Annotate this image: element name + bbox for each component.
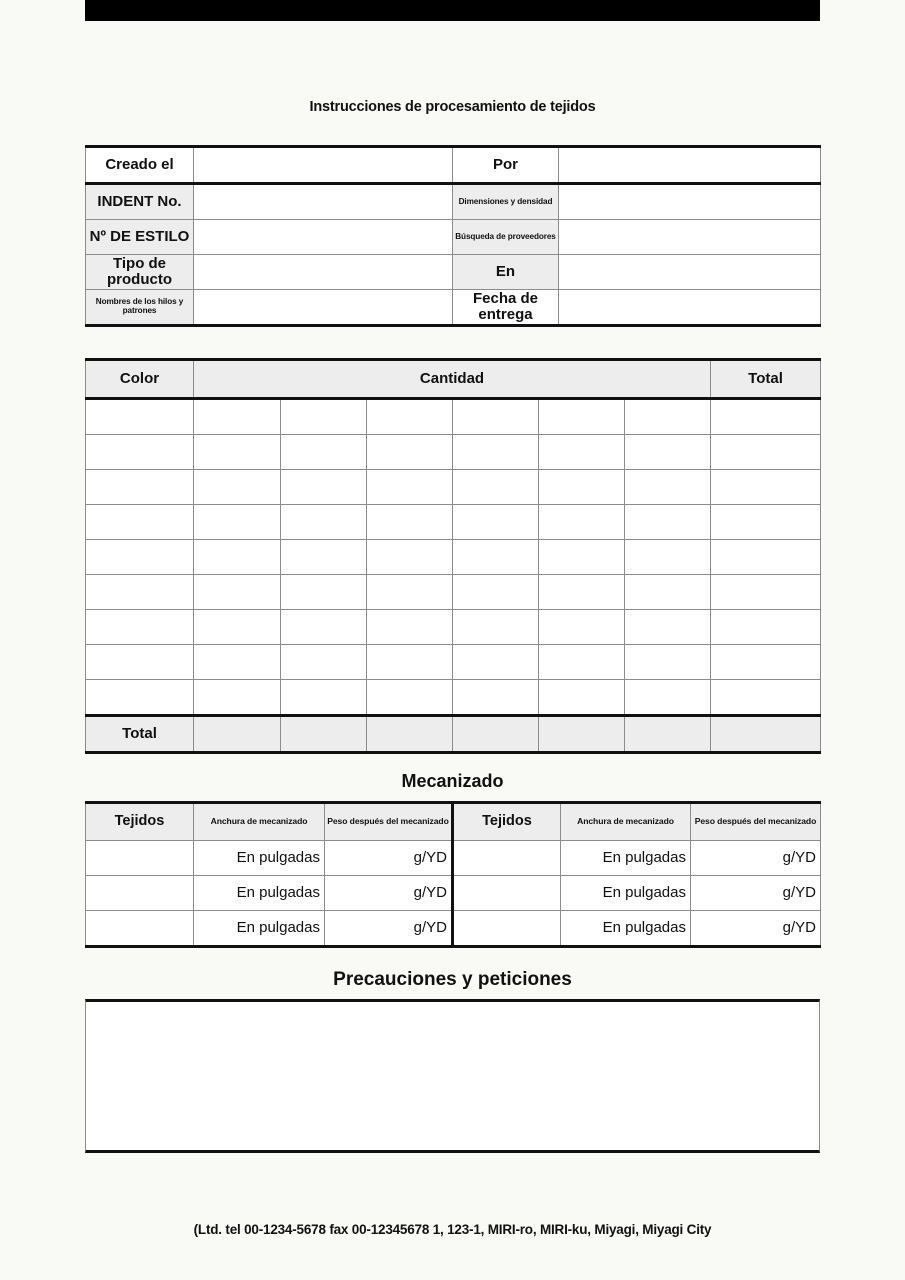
machining-cell-peso-right: g/YD [691,841,821,876]
quantity-cell-color[interactable] [86,470,194,505]
info-field-en[interactable] [559,255,821,290]
machining-cell-anchura-left: En pulgadas [194,876,325,911]
quantity-cell[interactable] [453,399,539,435]
quantity-cell[interactable] [281,540,367,575]
quantity-cell-total[interactable] [711,575,821,610]
quantity-cell[interactable] [539,575,625,610]
quantity-cell[interactable] [367,470,453,505]
table-row [86,645,821,680]
info-field-no-de-estilo[interactable] [194,220,453,255]
quantity-total-label: Total [86,716,194,753]
info-label-por: Por [453,147,559,184]
top-black-banner [85,0,820,21]
quantity-cell[interactable] [625,645,711,680]
quantity-cell[interactable] [194,505,281,540]
info-label-dimensiones-densidad: Dimensiones y densidad [453,184,559,220]
quantity-cell[interactable] [367,540,453,575]
machining-cell-anchura-left: En pulgadas [194,911,325,947]
table-row [86,876,821,911]
quantity-cell[interactable] [194,610,281,645]
info-field-indent-no[interactable] [194,184,453,220]
quantity-header-color: Color [86,360,194,399]
quantity-cell[interactable] [367,399,453,435]
quantity-cell[interactable] [453,470,539,505]
info-label-no-de-estilo: Nº DE ESTILO [86,220,194,255]
machining-header-peso-right: Peso después del mecanizado [691,803,821,841]
quantity-cell[interactable] [625,575,711,610]
quantity-cell[interactable] [453,435,539,470]
info-label-busqueda-proveedores: Búsqueda de proveedores [453,220,559,255]
quantity-cell-color[interactable] [86,505,194,540]
quantity-cell-total[interactable] [711,610,821,645]
info-row-indent [86,184,821,220]
machining-header-tejidos-left: Tejidos [86,803,194,841]
quantity-cell[interactable] [194,575,281,610]
info-label-indent-no: INDENT No. [86,184,194,220]
quantity-cell-color[interactable] [86,575,194,610]
quantity-cell-total[interactable] [711,645,821,680]
quantity-cell[interactable] [367,680,453,716]
info-field-nombres-hilos-patrones[interactable] [194,290,453,326]
quantity-cell[interactable] [194,399,281,435]
quantity-cell-color[interactable] [86,399,194,435]
quantity-cell[interactable] [194,470,281,505]
table-row [86,470,821,505]
machining-cell-peso-left: g/YD [325,911,453,947]
machining-cell-anchura-left: En pulgadas [194,841,325,876]
quantity-cell[interactable] [625,505,711,540]
machining-header-anchura-left: Anchura de mecanizado [194,803,325,841]
quantity-cell[interactable] [281,399,367,435]
quantity-cell-total[interactable] [711,470,821,505]
table-row [86,575,821,610]
quantity-cell[interactable] [453,505,539,540]
machining-cell-peso-left: g/YD [325,841,453,876]
precautions-section-title: Precauciones y peticiones [333,969,572,990]
info-field-dimensiones-densidad[interactable] [559,184,821,220]
machining-cell-tejidos-left[interactable] [86,876,194,911]
quantity-cell[interactable] [281,575,367,610]
quantity-cell[interactable] [625,470,711,505]
quantity-cell-color[interactable] [86,540,194,575]
quantity-cell[interactable] [367,575,453,610]
info-label-en: En [453,255,559,290]
machining-header-peso-left: Peso después del mecanizado [325,803,453,841]
info-label-fecha-de-entrega: Fecha de entrega [453,290,559,326]
machining-header-tejidos-right: Tejidos [453,803,561,841]
quantity-cell[interactable] [281,435,367,470]
quantity-total-cell[interactable] [281,716,367,753]
quantity-cell[interactable] [453,645,539,680]
footer-contact-line: (Ltd. tel 00-1234-5678 fax 00-12345678 1, 123-1, MIRI-ro, MIRI-ku, Miyagi, Miyagi City [193,1222,712,1237]
quantity-header-row [86,360,821,399]
quantity-cell[interactable] [625,680,711,716]
machining-cell-anchura-right: En pulgadas [561,911,691,947]
machining-table [85,801,821,948]
quantity-cell[interactable] [539,505,625,540]
quantity-cell[interactable] [194,540,281,575]
quantity-cell[interactable] [539,610,625,645]
quantity-total-cell[interactable] [367,716,453,753]
quantity-cell[interactable] [367,505,453,540]
quantity-header-cantidad: Cantidad [194,360,711,399]
quantity-cell-total[interactable] [711,540,821,575]
quantity-cell-color[interactable] [86,645,194,680]
page-title: Instrucciones de procesamiento de tejidos [309,99,596,115]
quantity-cell-color[interactable] [86,435,194,470]
machining-cell-peso-left: g/YD [325,876,453,911]
info-field-tipo-de-producto[interactable] [194,255,453,290]
quantity-cell[interactable] [539,470,625,505]
quantity-cell[interactable] [453,610,539,645]
quantity-cell[interactable] [281,470,367,505]
quantity-cell[interactable] [539,680,625,716]
quantity-cell[interactable] [625,435,711,470]
quantity-cell[interactable] [539,399,625,435]
info-field-creado-el[interactable] [194,147,453,184]
quantity-total-cell[interactable] [194,716,281,753]
machining-cell-tejidos-left[interactable] [86,911,194,947]
quantity-total-cell[interactable] [625,716,711,753]
quantity-total-row [86,716,821,753]
quantity-grand-total-cell[interactable] [711,716,821,753]
machining-header-anchura-right: Anchura de mecanizado [561,803,691,841]
quantity-cell[interactable] [625,610,711,645]
table-row [86,399,821,435]
quantity-cell-total[interactable] [711,505,821,540]
quantity-table [85,358,821,754]
info-row-tipo-producto [86,255,821,290]
quantity-cell[interactable] [194,680,281,716]
machining-cell-anchura-right: En pulgadas [561,876,691,911]
quantity-total-cell[interactable] [453,716,539,753]
table-row [86,610,821,645]
machining-cell-peso-right: g/YD [691,876,821,911]
info-row-estilo [86,220,821,255]
machining-cell-tejidos-right[interactable] [453,876,561,911]
table-row [86,680,821,716]
quantity-cell[interactable] [453,540,539,575]
quantity-cell[interactable] [281,610,367,645]
quantity-cell-color[interactable] [86,610,194,645]
info-field-busqueda-proveedores[interactable] [559,220,821,255]
quantity-cell-total[interactable] [711,399,821,435]
quantity-cell[interactable] [453,680,539,716]
machining-header-row [86,803,821,841]
quantity-cell-color[interactable] [86,680,194,716]
quantity-cell[interactable] [453,575,539,610]
table-row [86,841,821,876]
table-row [86,505,821,540]
table-row [86,911,821,947]
info-field-por[interactable] [559,147,821,184]
quantity-cell[interactable] [281,680,367,716]
quantity-cell[interactable] [194,645,281,680]
quantity-cell[interactable] [281,505,367,540]
info-label-nombres-hilos-patrones: Nombres de los hilos y patrones [86,290,194,326]
quantity-cell[interactable] [625,399,711,435]
table-row [86,540,821,575]
quantity-header-total: Total [711,360,821,399]
info-row-created [86,147,821,184]
table-row [86,435,821,470]
quantity-cell[interactable] [281,645,367,680]
quantity-cell[interactable] [539,645,625,680]
machining-section-title: Mecanizado [401,771,504,791]
quantity-cell[interactable] [539,435,625,470]
quantity-cell-total[interactable] [711,680,821,716]
precautions-input-area[interactable] [85,999,820,1153]
quantity-cell-total[interactable] [711,435,821,470]
machining-cell-tejidos-right[interactable] [453,911,561,947]
quantity-cell[interactable] [625,540,711,575]
quantity-total-cell[interactable] [539,716,625,753]
quantity-cell[interactable] [367,610,453,645]
machining-cell-peso-right: g/YD [691,911,821,947]
info-field-fecha-de-entrega[interactable] [559,290,821,326]
info-label-creado-el: Creado el [86,147,194,184]
machining-cell-anchura-right: En pulgadas [561,841,691,876]
machining-cell-tejidos-left[interactable] [86,841,194,876]
quantity-cell[interactable] [539,540,625,575]
machining-cell-tejidos-right[interactable] [453,841,561,876]
order-info-table [85,145,821,327]
quantity-cell[interactable] [194,435,281,470]
info-row-hilos-patrones [86,290,821,326]
quantity-cell[interactable] [367,645,453,680]
info-label-tipo-de-producto: Tipo de producto [86,255,194,290]
quantity-cell[interactable] [367,435,453,470]
